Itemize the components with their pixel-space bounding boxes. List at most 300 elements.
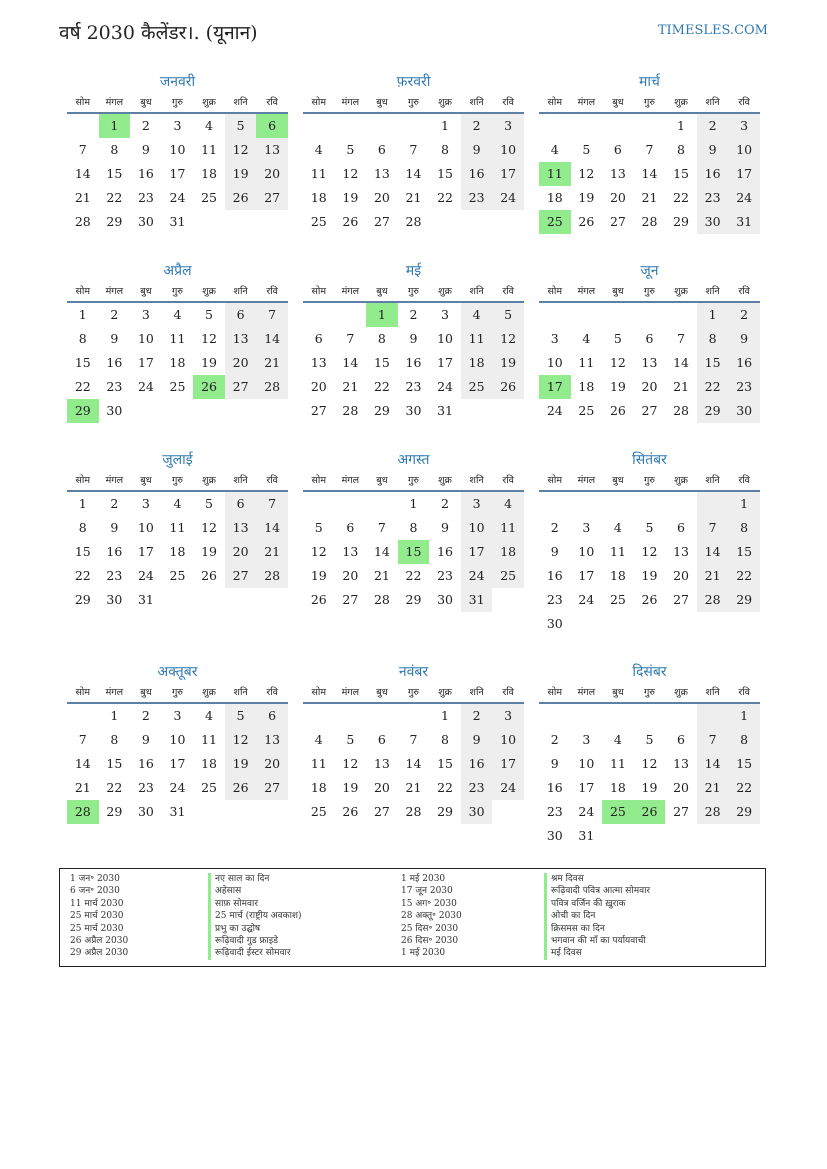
day-cell: 13 [673, 756, 689, 771]
day-cell: 2 [550, 520, 559, 535]
weekday-label: गुरु [407, 475, 419, 486]
month-name: फ़रवरी [396, 74, 431, 90]
empty-cell [602, 303, 634, 327]
day-cell: 18 [609, 780, 626, 795]
day-cell: 29 [74, 592, 91, 607]
day-cell: 3 [492, 704, 524, 728]
day-cell: 25 [492, 564, 524, 588]
day-cell: 8 [441, 142, 449, 157]
day-cell: 14 [342, 355, 359, 370]
month-block [67, 448, 288, 612]
weekday-label: गुरु [171, 687, 183, 698]
day-cell: 26 [225, 776, 257, 800]
weekday-label: गुरु [407, 286, 419, 297]
month-block [67, 259, 288, 423]
empty-cell [697, 704, 729, 728]
legend-holiday-name: रूढ़िवादी गुड फ्राइडे [208, 935, 302, 947]
empty-cell [665, 303, 697, 327]
day-cell: 4 [173, 307, 182, 322]
weekday-label: सोम [311, 286, 327, 297]
day-cell: 24 [728, 186, 760, 210]
day-cell: 4 [205, 118, 213, 133]
day-cell: 8 [409, 520, 418, 535]
empty-cell [366, 492, 398, 516]
weekday-label: गुरु [407, 687, 419, 698]
day-cell: 5 [205, 307, 213, 322]
day-cell: 7 [677, 331, 685, 346]
day-cell: 7 [256, 303, 288, 327]
day-cell: 25 [169, 379, 186, 394]
weekday-label: सोम [75, 687, 91, 698]
day-cell: 14 [641, 166, 658, 181]
day-cell: 17 [492, 162, 524, 186]
weekday-label: गुरु [643, 475, 655, 486]
day-cell: 10 [578, 544, 595, 559]
day-cell: 31 [578, 828, 595, 843]
day-cell: 16 [461, 162, 493, 186]
day-cell: 2 [461, 704, 493, 728]
weekday-label: मंगल [341, 97, 360, 108]
day-cell: 25 [310, 804, 327, 819]
day-cell: 13 [609, 166, 626, 181]
empty-cell [335, 492, 367, 516]
day-cell: 20 [310, 379, 327, 394]
day-cell: 14 [673, 355, 689, 370]
empty-cell [303, 114, 335, 138]
empty-cell [303, 303, 335, 327]
weekday-label: गुरु [171, 97, 183, 108]
day-cell: 8 [728, 728, 760, 752]
legend-date: 1 मई 2030 [401, 874, 446, 884]
weekday-label: सोम [547, 97, 563, 108]
day-cell: 3 [582, 732, 591, 747]
month-name: जून [640, 263, 659, 279]
day-cell: 16 [137, 756, 154, 771]
month-name: जनवरी [159, 74, 196, 90]
day-cell: 13 [225, 327, 257, 351]
day-cell: 23 [546, 592, 563, 607]
weekday-label: रवि [502, 475, 514, 486]
day-cell: 30 [546, 828, 563, 843]
weekday-label: मंगल [105, 475, 124, 486]
day-cell: 23 [697, 186, 729, 210]
day-cell: 23 [461, 776, 493, 800]
weekday-label: बुध [612, 97, 624, 108]
day-cell: 11 [492, 516, 524, 540]
empty-cell [634, 492, 666, 516]
day-cell: 28 [256, 375, 288, 399]
weekday-label: बुध [140, 97, 152, 108]
day-cell: 14 [74, 166, 91, 181]
day-cell: 27 [310, 403, 327, 418]
day-cell: 6 [677, 732, 685, 747]
legend-holiday-name: ओची का दिन [544, 910, 650, 922]
day-cell: 30 [106, 403, 123, 418]
day-cell: 31 [169, 214, 186, 229]
legend-date: 17 जून 2030 [401, 886, 453, 897]
day-cell: 19 [225, 752, 257, 776]
weekday-label: गुरु [643, 286, 655, 297]
day-cell: 8 [728, 516, 760, 540]
day-cell: 3 [550, 331, 559, 346]
day-cell: 30 [437, 592, 453, 607]
day-cell: 19 [578, 190, 595, 205]
day-grid [303, 303, 524, 423]
day-cell: 25 [609, 592, 626, 607]
day-cell: 3 [728, 114, 760, 138]
empty-cell [335, 303, 367, 327]
day-cell: 12 [310, 544, 327, 559]
day-cell: 10 [461, 516, 493, 540]
empty-cell [539, 704, 571, 728]
day-cell: 7 [78, 142, 87, 157]
day-cell: 10 [578, 756, 595, 771]
day-cell: 28 [342, 403, 359, 418]
weekday-header [67, 94, 288, 114]
day-cell: 15 [673, 166, 689, 181]
day-cell: 24 [578, 804, 595, 819]
site-link[interactable]: TIMESLES.COM [657, 23, 768, 38]
day-cell: 24 [546, 403, 563, 418]
day-cell: 12 [201, 331, 217, 346]
day-grid [67, 704, 288, 824]
day-cell: 22 [728, 564, 760, 588]
day-cell: 6 [346, 520, 355, 535]
weekday-label: शुक्र [674, 286, 688, 297]
weekday-label: बुध [376, 286, 388, 297]
legend-holiday-name: 25 मार्च (राष्ट्रीय अवकाश) [208, 910, 302, 922]
empty-cell [366, 114, 398, 138]
day-cell: 18 [169, 355, 186, 370]
day-cell: 17 [169, 756, 186, 771]
empty-cell [539, 492, 571, 516]
day-cell: 3 [492, 114, 524, 138]
day-cell: 25 [310, 214, 327, 229]
weekday-header [303, 94, 524, 114]
weekday-label: रवि [502, 97, 514, 108]
day-cell: 18 [546, 190, 563, 205]
day-cell: 23 [405, 379, 422, 394]
day-cell: 15 [373, 355, 390, 370]
day-cell: 27 [373, 214, 390, 229]
empty-cell [602, 704, 634, 728]
day-cell: 7 [346, 331, 355, 346]
day-cell: 16 [697, 162, 729, 186]
day-cell: 17 [492, 752, 524, 776]
day-cell: 5 [645, 520, 654, 535]
day-cell: 22 [697, 375, 729, 399]
weekday-label: शुक्र [202, 97, 216, 108]
legend-date: 29 अप्रैल 2030 [70, 948, 129, 959]
day-cell: 11 [310, 166, 327, 181]
empty-cell [67, 704, 99, 728]
day-cell: 3 [173, 118, 182, 133]
day-cell: 12 [225, 138, 257, 162]
month-block [303, 660, 524, 824]
legend-holiday-name: पवित्र वर्जिन की ख़ुराक [544, 898, 650, 910]
day-cell: 29 [437, 804, 453, 819]
day-cell: 8 [377, 331, 386, 346]
day-cell: 2 [141, 708, 150, 723]
legend-date: 25 मार्च 2030 [70, 923, 124, 934]
day-cell: 7 [697, 728, 729, 752]
month-name: सितंबर [632, 452, 667, 468]
weekday-label: गुरु [643, 687, 655, 698]
day-cell: 28 [697, 588, 729, 612]
day-cell: 22 [106, 780, 123, 795]
day-cell: 3 [582, 520, 591, 535]
day-cell: 9 [461, 138, 493, 162]
day-cell: 1 [441, 708, 449, 723]
day-cell: 30 [137, 804, 154, 819]
day-cell: 19 [641, 568, 658, 583]
month-name: अक्तूबर [157, 664, 198, 680]
empty-cell [697, 492, 729, 516]
day-cell: 26 [609, 403, 626, 418]
weekday-label: शुक्र [202, 286, 216, 297]
day-cell: 19 [342, 780, 359, 795]
day-cell: 4 [461, 303, 493, 327]
day-cell: 29 [673, 214, 689, 229]
month-name: अप्रैल [163, 263, 192, 279]
day-cell: 24 [461, 564, 493, 588]
weekday-label: सोम [547, 475, 563, 486]
day-cell: 21 [405, 780, 422, 795]
day-cell: 1 [728, 704, 760, 728]
day-cell: 30 [106, 592, 123, 607]
holiday-day-cell: 15 [398, 540, 430, 564]
month-name: मई [405, 263, 422, 279]
empty-cell [539, 303, 571, 327]
day-cell: 23 [728, 375, 760, 399]
day-cell: 5 [225, 114, 257, 138]
holiday-day-cell: 25 [602, 800, 634, 824]
weekday-header [67, 283, 288, 303]
day-cell: 21 [641, 190, 658, 205]
day-grid [539, 492, 760, 636]
legend-holiday-name: मई दिवस [544, 947, 650, 959]
day-cell: 17 [137, 355, 154, 370]
day-cell: 6 [645, 331, 654, 346]
day-cell: 24 [492, 186, 524, 210]
day-cell: 4 [314, 142, 323, 157]
day-grid [303, 704, 524, 824]
day-cell: 24 [169, 780, 186, 795]
day-cell: 1 [441, 118, 449, 133]
legend-holiday-name: श्रम दिवस [544, 873, 650, 885]
weekday-label: शनि [705, 97, 720, 108]
day-cell: 19 [609, 379, 626, 394]
day-cell: 23 [106, 379, 123, 394]
legend-dates-right [401, 873, 462, 960]
weekday-label: रवि [738, 687, 750, 698]
day-cell: 27 [256, 186, 288, 210]
day-cell: 8 [697, 327, 729, 351]
day-cell: 14 [697, 540, 729, 564]
day-cell: 11 [201, 732, 217, 747]
day-cell: 12 [225, 728, 257, 752]
day-cell: 16 [546, 780, 563, 795]
day-cell: 1 [409, 496, 418, 511]
empty-cell [634, 114, 666, 138]
holiday-day-cell: 26 [193, 375, 225, 399]
day-cell: 26 [342, 804, 359, 819]
day-cell: 16 [437, 544, 453, 559]
day-cell: 21 [74, 780, 91, 795]
day-cell: 10 [169, 732, 186, 747]
day-cell: 21 [74, 190, 91, 205]
day-cell: 2 [550, 732, 559, 747]
day-cell: 13 [342, 544, 359, 559]
day-cell: 7 [409, 732, 418, 747]
day-cell: 2 [141, 118, 150, 133]
day-cell: 4 [314, 732, 323, 747]
day-cell: 17 [437, 355, 453, 370]
legend-date: 28 अक्तू॰ 2030 [401, 911, 462, 922]
weekday-header [67, 684, 288, 704]
day-cell: 12 [342, 166, 359, 181]
legend-dates-left [70, 873, 128, 960]
holiday-day-cell: 1 [99, 114, 131, 138]
day-cell: 20 [256, 162, 288, 186]
day-cell: 12 [609, 355, 626, 370]
day-cell: 4 [205, 708, 213, 723]
day-cell: 7 [256, 492, 288, 516]
day-cell: 29 [106, 804, 123, 819]
legend-date: 25 मार्च 2030 [70, 911, 124, 922]
day-cell: 26 [201, 568, 217, 583]
day-cell: 5 [346, 732, 355, 747]
day-cell: 7 [78, 732, 87, 747]
legend-names-left [208, 873, 302, 960]
day-cell: 11 [578, 355, 595, 370]
weekday-label: रवि [502, 286, 514, 297]
day-cell: 10 [137, 520, 154, 535]
day-cell: 18 [201, 756, 217, 771]
day-cell: 10 [137, 331, 154, 346]
month-block [303, 259, 524, 423]
day-cell: 31 [137, 592, 154, 607]
holiday-day-cell: 29 [67, 399, 99, 423]
day-cell: 13 [641, 355, 658, 370]
day-cell: 26 [578, 214, 595, 229]
day-cell: 1 [78, 307, 87, 322]
day-cell: 9 [441, 520, 449, 535]
day-grid [539, 704, 760, 848]
weekday-label: बुध [376, 687, 388, 698]
day-grid [539, 303, 760, 423]
month-name: अगस्त [397, 452, 430, 468]
day-cell: 23 [106, 568, 123, 583]
legend-date: 11 मार्च 2030 [70, 898, 124, 909]
empty-cell [303, 704, 335, 728]
day-cell: 26 [492, 375, 524, 399]
day-cell: 2 [110, 307, 119, 322]
day-cell: 10 [546, 355, 563, 370]
day-cell: 9 [141, 732, 150, 747]
weekday-label: सोम [311, 97, 327, 108]
legend-holiday-name: भगवान की माँ का पर्यायवाची [544, 935, 650, 947]
day-cell: 29 [106, 214, 123, 229]
day-cell: 20 [641, 379, 658, 394]
day-cell: 13 [256, 728, 288, 752]
day-cell: 13 [373, 166, 390, 181]
page-title: वर्ष 2030 कैलेंडर।. (यूनान) [59, 22, 258, 44]
day-cell: 1 [110, 708, 119, 723]
day-cell: 31 [169, 804, 186, 819]
weekday-label: सोम [547, 286, 563, 297]
day-cell: 27 [641, 403, 658, 418]
month-name: मार्च [639, 74, 660, 90]
day-cell: 30 [697, 210, 729, 234]
day-cell: 3 [141, 496, 150, 511]
day-cell: 14 [373, 544, 390, 559]
day-cell: 4 [492, 492, 524, 516]
day-cell: 13 [373, 756, 390, 771]
day-cell: 11 [310, 756, 327, 771]
day-cell: 7 [409, 142, 418, 157]
weekday-label: सोम [75, 286, 91, 297]
legend-date: 25 दिस॰ 2030 [401, 923, 459, 934]
weekday-label: शुक्र [674, 475, 688, 486]
day-cell: 10 [728, 138, 760, 162]
weekday-label: शुक्र [674, 687, 688, 698]
day-cell: 18 [310, 190, 327, 205]
day-cell: 26 [342, 214, 359, 229]
weekday-label: मंगल [577, 97, 596, 108]
empty-cell [634, 303, 666, 327]
weekday-label: मंगल [105, 286, 124, 297]
day-cell: 20 [673, 568, 689, 583]
day-cell: 22 [74, 568, 91, 583]
weekday-label: शुक्र [438, 286, 452, 297]
day-cell: 5 [346, 142, 355, 157]
day-cell: 16 [106, 544, 123, 559]
weekday-label: बुध [140, 286, 152, 297]
weekday-header [539, 472, 760, 492]
legend-date: 15 अग॰ 2030 [401, 898, 457, 909]
holiday-legend [59, 868, 766, 967]
day-cell: 21 [342, 379, 359, 394]
weekday-header [539, 283, 760, 303]
day-cell: 12 [641, 756, 658, 771]
weekday-label: रवि [266, 97, 278, 108]
day-cell: 24 [437, 379, 453, 394]
day-cell: 14 [74, 756, 91, 771]
day-cell: 19 [225, 162, 257, 186]
day-cell: 2 [110, 496, 119, 511]
day-cell: 11 [169, 331, 186, 346]
weekday-label: मंगल [577, 475, 596, 486]
day-cell: 22 [437, 780, 453, 795]
day-cell: 15 [437, 756, 453, 771]
weekday-label: सोम [547, 687, 563, 698]
day-cell: 18 [201, 166, 217, 181]
weekday-label: शुक्र [674, 97, 688, 108]
day-cell: 30 [728, 399, 760, 423]
day-cell: 17 [169, 166, 186, 181]
day-cell: 30 [137, 214, 154, 229]
day-cell: 3 [461, 492, 493, 516]
day-cell: 21 [256, 540, 288, 564]
weekday-label: शनि [469, 286, 484, 297]
day-cell: 22 [728, 776, 760, 800]
day-cell: 6 [677, 520, 685, 535]
day-cell: 11 [461, 327, 493, 351]
weekday-header [303, 684, 524, 704]
empty-cell [571, 704, 603, 728]
day-cell: 30 [405, 403, 422, 418]
